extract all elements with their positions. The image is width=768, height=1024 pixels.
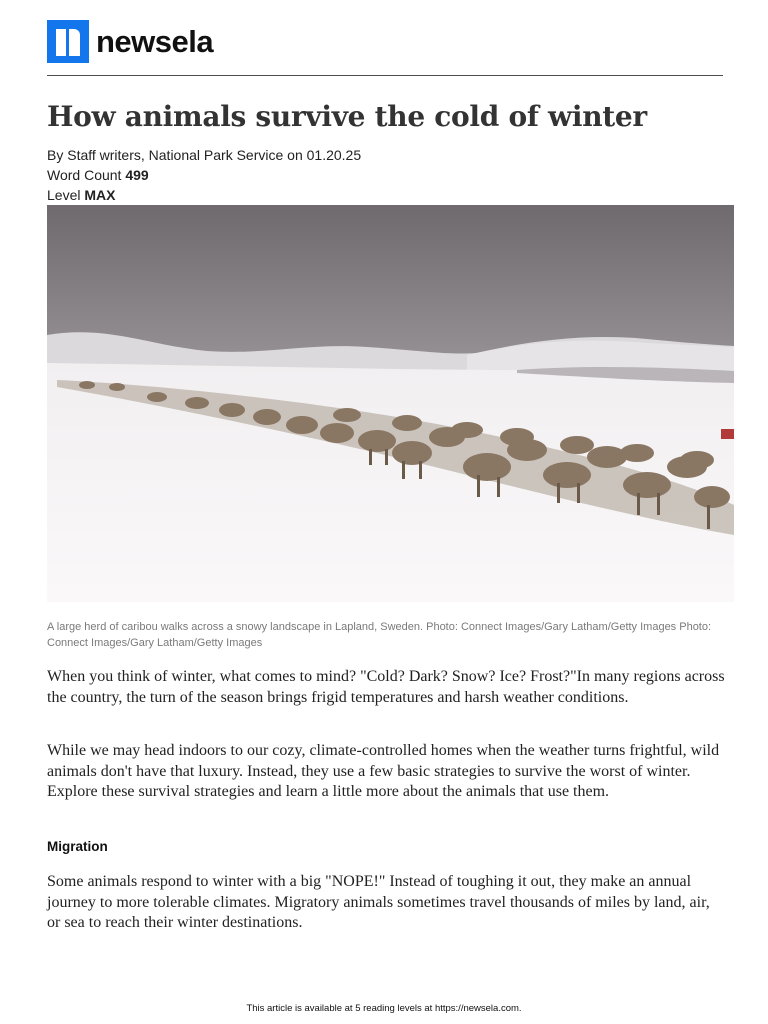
word-count-label: Word Count — [47, 167, 122, 183]
word-count-value: 499 — [125, 167, 149, 183]
article-byline: By Staff writers, National Park Service on 01.20.25 — [47, 147, 362, 163]
newsela-logo-icon[interactable] — [47, 20, 89, 63]
body-paragraph: While we may head indoors to our cozy, climate-controlled homes when the weather turns frightful, wild animals don't have that luxury. Instead, they use a few basic strategies to survive the worst of winter. Explore these survival strategies and learn a little more about the animals that use them. — [47, 742, 720, 800]
level-value: MAX — [84, 187, 116, 203]
article-photo — [47, 205, 734, 602]
level-label: Level — [47, 187, 81, 203]
reading-level — [47, 187, 115, 203]
logo-wordmark[interactable]: newsela — [96, 24, 214, 59]
body-paragraph: Some animals respond to winter with a big "NOPE!" Instead of toughing it out, they make an annual journey to more tolerable climates. Migratory animals sometimes travel thousands of miles by land, air, or sea to reach their winter destinations. — [47, 873, 710, 931]
page-footer: This article is available at 5 reading levels at https://newsela.com. — [246, 1003, 522, 1014]
word-count — [47, 167, 149, 183]
article-title: How animals survive the cold of winter — [47, 100, 647, 133]
section-heading: Migration — [47, 839, 108, 854]
body-paragraph: When you think of winter, what comes to mind? "Cold? Dark? Snow? Ice? Frost?"In many regions across the country, the turn of the season brings frigid temperatures and harsh weather conditions. — [47, 668, 725, 706]
photo-caption: A large herd of caribou walks across a snowy landscape in Lapland, Sweden. Photo: Connect Images/Gary Latham/Getty Images Photo: Connect Images/Gary Latham/Getty Images — [47, 621, 712, 649]
page-header — [47, 20, 723, 76]
